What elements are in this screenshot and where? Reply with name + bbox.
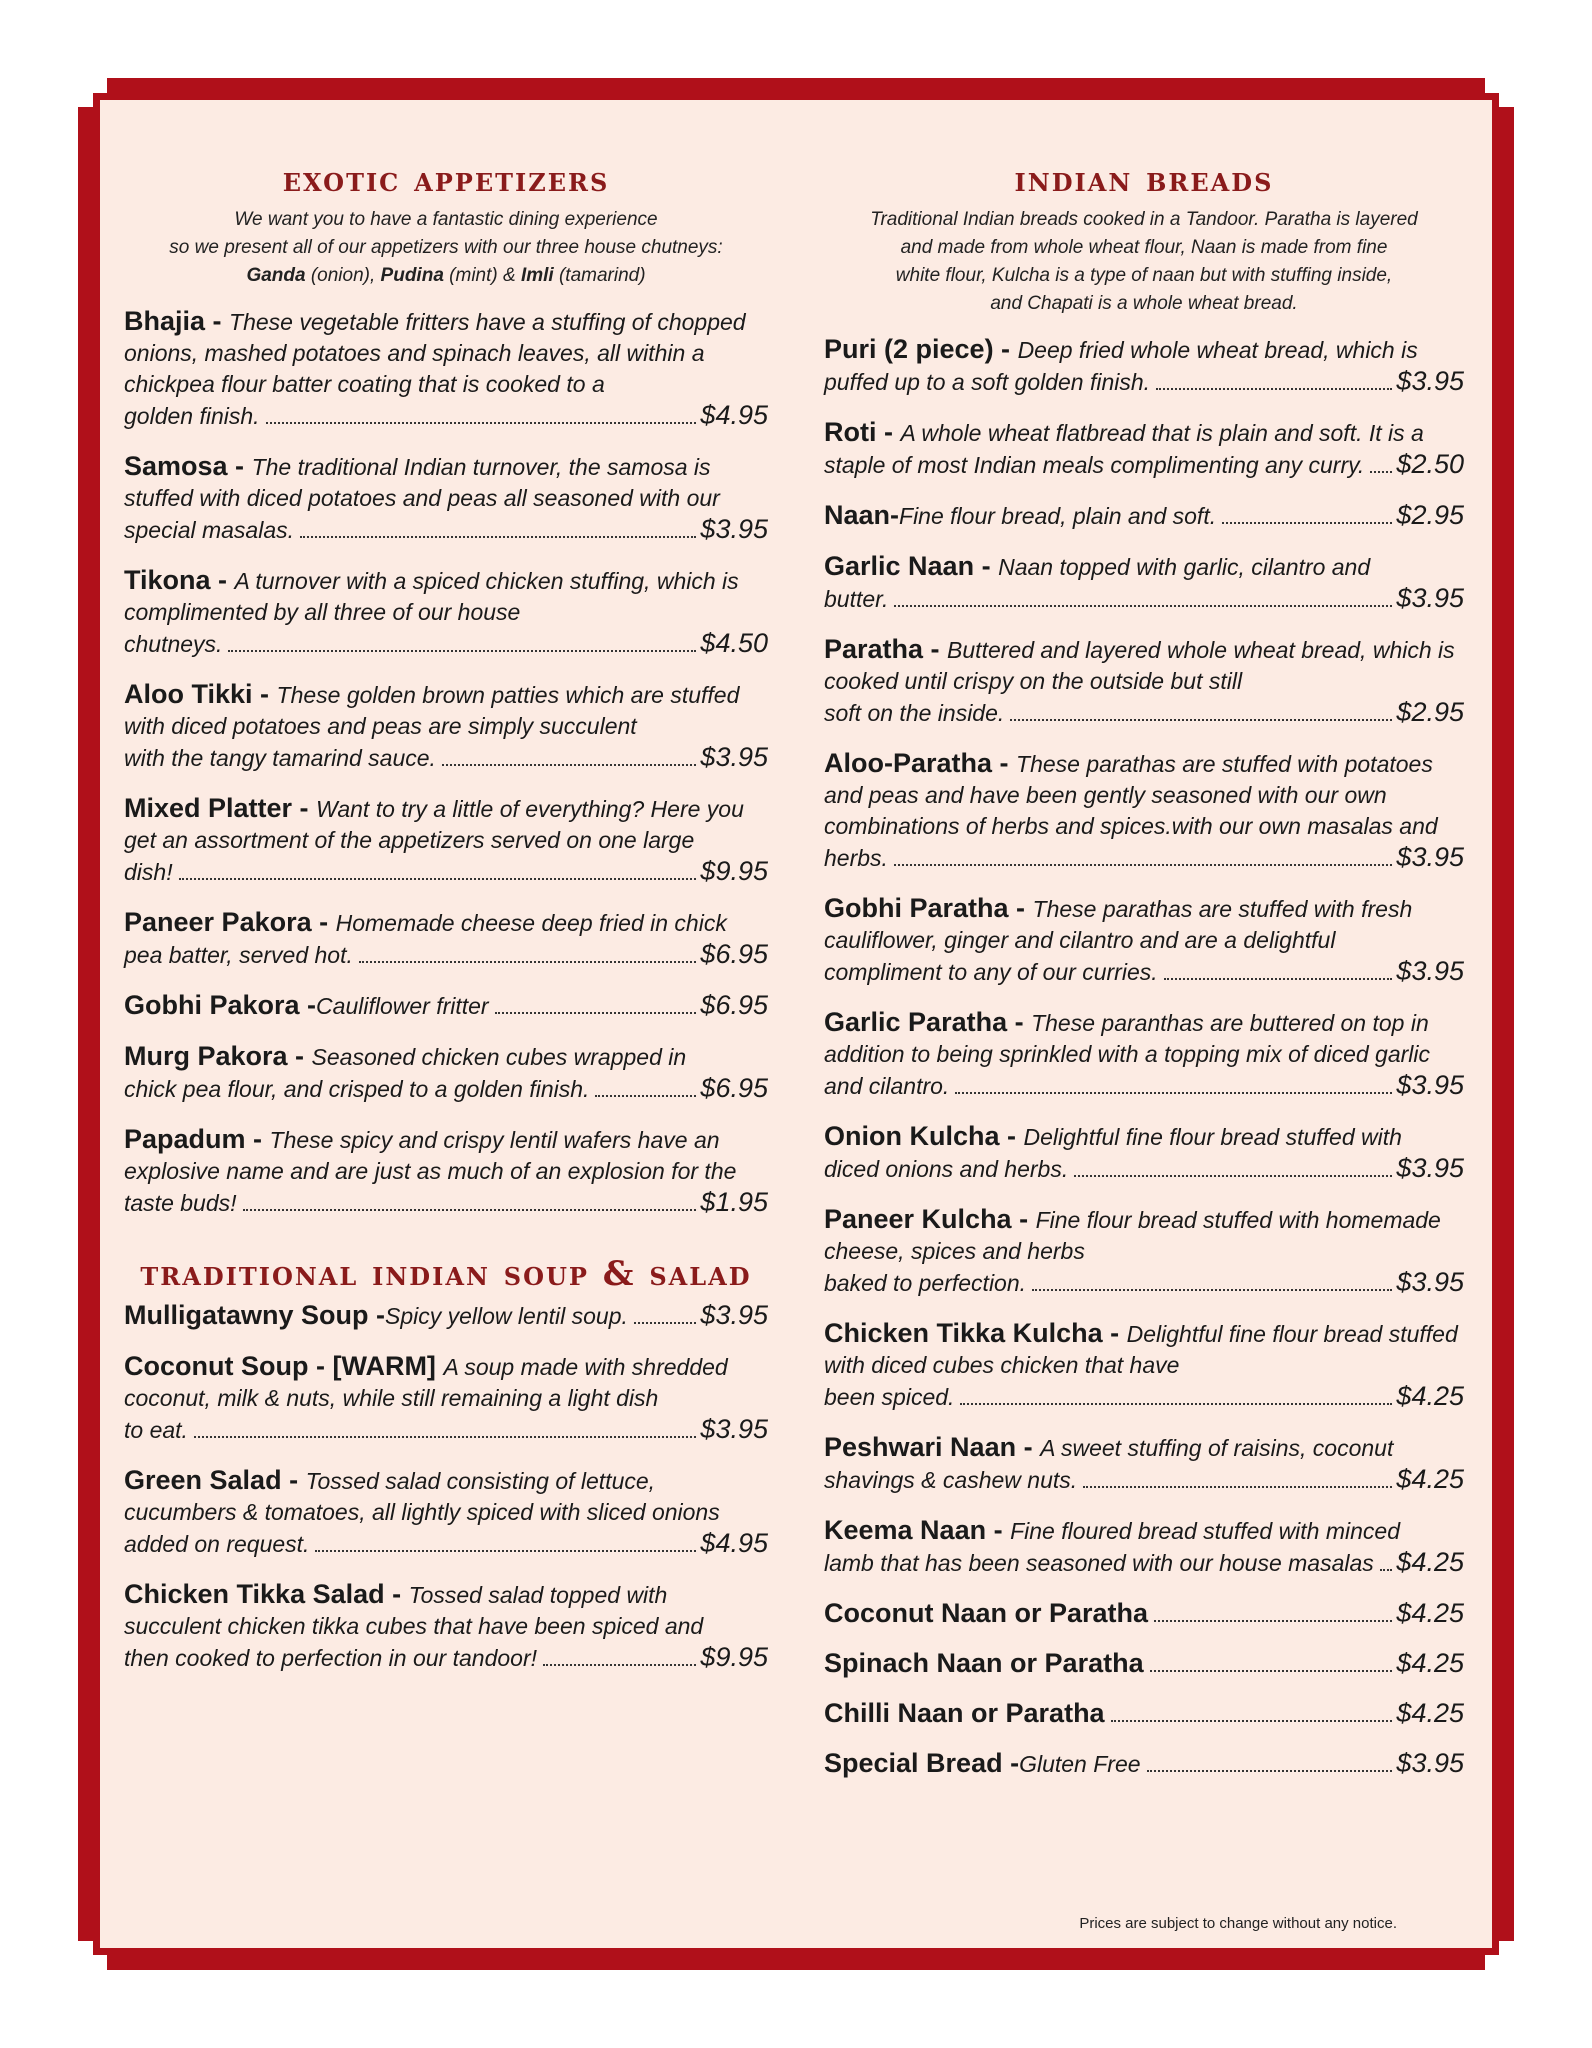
- dot-leader: [1083, 1486, 1392, 1488]
- item-description-block: [124, 451, 768, 514]
- item-name: Aloo-Paratha -: [824, 748, 1017, 778]
- item-price: $3.95: [1396, 1070, 1464, 1100]
- item-description: Naan topped with garlic, cilantro and: [998, 554, 1371, 580]
- item-price-line: [824, 1598, 1464, 1628]
- menu-item: [824, 551, 1464, 614]
- dot-leader: [300, 536, 696, 538]
- item-price-line: [124, 939, 768, 970]
- item-price-line: [124, 1300, 768, 1331]
- menu-item: [824, 1204, 1464, 1298]
- item-price-line: [824, 449, 1464, 480]
- item-description-end: staple of most Indian meals complimenting any curry.: [824, 452, 1365, 478]
- item-description-block: [124, 1579, 768, 1642]
- item-price-line: [824, 956, 1464, 987]
- item-description: A soup made with shredded coconut, milk & nuts, while still remaining a light dish: [124, 1354, 728, 1411]
- item-description-block: [124, 1351, 768, 1414]
- item-name: Naan-: [824, 500, 900, 530]
- item-name: Bhajia -: [124, 306, 230, 336]
- item-price: $3.95: [1396, 842, 1464, 872]
- item-price: $4.25: [1396, 1547, 1464, 1577]
- item-description-end: and cilantro.: [824, 1073, 950, 1099]
- menu-item: [824, 417, 1464, 480]
- menu-item: [824, 1318, 1464, 1412]
- item-description: Tossed salad consisting of lettuce, cucumbers & tomatoes, all lightly spiced with sliced onions: [124, 1468, 720, 1525]
- price-notice: Prices are subject to change without any notice.: [1079, 1915, 1397, 1932]
- breads-title: indian breads: [1014, 160, 1274, 200]
- dot-leader: [243, 1209, 697, 1211]
- item-name: Roti -: [824, 417, 901, 447]
- item-description-end: special masalas.: [124, 517, 295, 543]
- item-name: Mixed Platter -: [124, 793, 317, 823]
- item-description: Tossed salad topped with succulent chicken tikka cubes that have been spiced and: [124, 1582, 704, 1639]
- item-description: Buttered and layered whole wheat bread, which is cooked until crispy on the outside but still: [824, 637, 1455, 694]
- item-description-block: [124, 565, 768, 628]
- item-name: Coconut Soup - [WARM]: [124, 1351, 444, 1381]
- item-name: Keema Naan -: [824, 1515, 1011, 1545]
- item-name: Paratha -: [824, 634, 948, 664]
- intro-line: and made from whole wheat flour, Naan is made from fine: [900, 237, 1388, 258]
- item-price: $2.95: [1396, 500, 1464, 530]
- breads-intro: [824, 206, 1464, 318]
- menu-item: [124, 1465, 768, 1559]
- dot-leader: [1111, 1720, 1393, 1722]
- item-description-end: dish!: [124, 859, 173, 885]
- dot-leader: [894, 864, 1392, 866]
- menu-item: [824, 1121, 1464, 1184]
- item-description-block: [824, 1515, 1464, 1547]
- menu-item: [824, 1748, 1464, 1779]
- item-description-end: taste buds!: [124, 1190, 237, 1216]
- item-description: These vegetable fritters have a stuffing of chopped onions, mashed potatoes and spinach leaves, all within a chickpea flour batter coating that is cooked to a: [124, 309, 746, 397]
- item-price: $6.95: [700, 1073, 768, 1103]
- soup-salad-title: traditional indian soup & salad: [140, 1254, 752, 1294]
- item-price: $4.25: [1396, 1464, 1464, 1494]
- item-name: Tikona -: [124, 565, 235, 595]
- item-description-end: diced onions and herbs.: [824, 1156, 1069, 1182]
- item-name: Spinach Naan or Paratha: [824, 1648, 1144, 1678]
- item-description: Fine flour bread stuffed with homemade cheese, spices and herbs: [824, 1207, 1441, 1264]
- menu-item: [824, 748, 1464, 873]
- dot-leader: [1147, 1770, 1393, 1772]
- item-price: $6.95: [700, 990, 768, 1020]
- menu-item: [124, 679, 768, 773]
- item-description: Seasoned chicken cubes wrapped in: [311, 1044, 687, 1070]
- intro-line: so we present all of our appetizers with our three house chutneys:: [169, 237, 723, 258]
- dot-leader: [266, 422, 697, 424]
- dot-leader: [1010, 719, 1392, 721]
- item-description-end: pea batter, served hot.: [124, 942, 353, 968]
- item-description-end: shavings & cashew nuts.: [824, 1467, 1078, 1493]
- item-price: $2.95: [1396, 697, 1464, 727]
- item-description: Fine floured bread stuffed with minced: [1010, 1518, 1401, 1544]
- soup-salad-list: [124, 1300, 768, 1673]
- item-price: $4.25: [1396, 1648, 1464, 1678]
- left-column: [124, 158, 768, 1693]
- menu-item: [124, 1579, 768, 1673]
- item-description-block: [124, 907, 768, 939]
- item-price-line: [124, 1414, 768, 1445]
- item-price-line: [124, 514, 768, 545]
- intro-text: (onion),: [305, 265, 381, 286]
- breads-list: [824, 334, 1464, 1779]
- item-description-end: soft on the inside.: [824, 700, 1005, 726]
- item-price-line: [124, 628, 768, 659]
- item-name: Peshwari Naan -: [824, 1432, 1041, 1462]
- item-price-line: [824, 842, 1464, 873]
- dot-leader: [595, 1095, 696, 1097]
- menu-item: [824, 1007, 1464, 1101]
- item-price: $3.95: [700, 1414, 768, 1444]
- item-price: $3.95: [700, 1300, 768, 1330]
- menu-item: [124, 1041, 768, 1104]
- item-description: Delightful fine flour bread stuffed with diced cubes chicken that have: [824, 1321, 1458, 1378]
- right-column: [824, 158, 1464, 1799]
- item-description-block: [124, 793, 768, 856]
- item-description-block: [824, 551, 1464, 583]
- item-price-line: [124, 1187, 768, 1218]
- item-description: Delightful fine flour bread stuffed with: [1023, 1124, 1402, 1150]
- item-price: $3.95: [700, 742, 768, 772]
- dot-leader: [634, 1322, 697, 1324]
- item-price-line: [824, 500, 1464, 531]
- item-price: $4.95: [700, 400, 768, 430]
- dot-leader: [194, 1436, 696, 1438]
- dot-leader: [315, 1550, 696, 1552]
- dot-leader: [1222, 522, 1392, 524]
- dot-leader: [1150, 1670, 1393, 1672]
- item-description-block: [824, 893, 1464, 956]
- menu-item: [824, 334, 1464, 397]
- item-description-end: to eat.: [124, 1417, 188, 1443]
- item-name: Coconut Naan or Paratha: [824, 1598, 1149, 1628]
- item-description-block: [824, 634, 1464, 697]
- intro-text: (tamarind): [553, 265, 646, 286]
- item-name: Papadum -: [124, 1124, 270, 1154]
- intro-line: Traditional Indian breads cooked in a Tandoor. Paratha is layered: [870, 209, 1418, 230]
- appetizers-title: exotic appetizers: [282, 160, 610, 200]
- item-name: Chicken Tikka Kulcha -: [824, 1318, 1127, 1348]
- chutney-ganda: Ganda: [246, 265, 306, 286]
- item-price-line: [824, 1267, 1464, 1298]
- item-price: $3.95: [1396, 1153, 1464, 1183]
- item-description: A turnover with a spiced chicken stuffing, which is complimented by all three of our house: [124, 568, 739, 625]
- menu-item: [124, 306, 768, 431]
- item-price-line: [124, 856, 768, 887]
- item-description-block: [824, 417, 1464, 449]
- menu-item: [124, 565, 768, 659]
- item-price-line: [124, 742, 768, 773]
- item-description: Gluten Free: [1019, 1751, 1141, 1777]
- item-description-end: butter.: [824, 586, 889, 612]
- menu-item: [124, 451, 768, 545]
- item-price-line: [824, 1748, 1464, 1779]
- item-description-block: [824, 1121, 1464, 1153]
- dot-leader: [228, 650, 696, 652]
- item-description-end: baked to perfection.: [824, 1270, 1027, 1296]
- dot-leader: [1074, 1175, 1392, 1177]
- item-price-line: [824, 1698, 1464, 1728]
- menu-item: [824, 634, 1464, 728]
- item-name: Garlic Naan -: [824, 551, 999, 581]
- item-price-line: [124, 1528, 768, 1559]
- item-description-block: [824, 1318, 1464, 1381]
- menu-page: [100, 100, 1492, 1948]
- item-description-block: [124, 1041, 768, 1073]
- menu-item: [124, 907, 768, 970]
- item-price: $9.95: [700, 856, 768, 886]
- intro-line: We want you to have a fantastic dining experience: [234, 209, 658, 230]
- appetizers-list: [124, 306, 768, 1218]
- item-name: Chicken Tikka Salad -: [124, 1579, 409, 1609]
- item-description: These parathas are stuffed with fresh cauliflower, ginger and cilantro and are a delightful: [824, 896, 1413, 953]
- menu-item: [824, 1698, 1464, 1728]
- item-price-line: [824, 697, 1464, 728]
- item-price-line: [824, 1153, 1464, 1184]
- item-description: These golden brown patties which are stuffed with diced potatoes and peas are simply succulent: [124, 682, 740, 739]
- dot-leader: [442, 764, 696, 766]
- item-description-block: [124, 679, 768, 742]
- item-name: Paneer Pakora -: [124, 907, 336, 937]
- item-price: $3.95: [1396, 956, 1464, 986]
- item-description: Spicy yellow lentil soup.: [385, 1303, 628, 1329]
- dot-leader: [179, 878, 697, 880]
- menu-item: [824, 1515, 1464, 1578]
- item-name: Chilli Naan or Paratha: [824, 1698, 1105, 1728]
- item-description-end: herbs.: [824, 845, 888, 871]
- menu-item: [124, 1124, 768, 1218]
- item-description-end: been spiced.: [824, 1384, 955, 1410]
- dot-leader: [1380, 1569, 1393, 1571]
- dot-leader: [543, 1664, 696, 1666]
- item-price: $3.95: [1396, 1748, 1464, 1778]
- dot-leader: [1164, 978, 1393, 980]
- item-description: Fine flour bread, plain and soft.: [899, 503, 1217, 529]
- item-description: Deep fried whole wheat bread, which is: [1017, 337, 1418, 363]
- item-name: Garlic Paratha -: [824, 1007, 1032, 1037]
- item-price-line: [124, 1642, 768, 1673]
- dot-leader: [1156, 388, 1392, 390]
- item-description-block: [124, 1124, 768, 1187]
- item-description-block: [824, 334, 1464, 366]
- item-price: $6.95: [700, 939, 768, 969]
- item-description-end: with the tangy tamarind sauce.: [124, 745, 436, 771]
- item-description-block: [824, 748, 1464, 842]
- item-description-end: compliment to any of our curries.: [824, 959, 1158, 985]
- item-description-end: chick pea flour, and crisped to a golden finish.: [124, 1076, 590, 1102]
- dot-leader: [359, 961, 697, 963]
- item-price: $4.50: [700, 628, 768, 658]
- item-price-line: [824, 1547, 1464, 1578]
- item-name: Gobhi Paratha -: [824, 893, 1033, 923]
- item-name: Samosa -: [124, 451, 252, 481]
- item-description: A whole wheat flatbread that is plain and soft. It is a: [900, 420, 1424, 446]
- item-name: Paneer Kulcha -: [824, 1204, 1036, 1234]
- item-price-line: [124, 400, 768, 431]
- item-description-end: added on request.: [124, 1531, 310, 1557]
- intro-text: (mint) &: [443, 265, 521, 286]
- item-description: Homemade cheese deep fried in chick: [335, 910, 727, 936]
- item-description: Cauliflower fritter: [316, 993, 489, 1019]
- item-price-line: [824, 1070, 1464, 1101]
- item-description-block: [124, 306, 768, 400]
- item-price: $3.95: [1396, 366, 1464, 396]
- menu-item: [824, 893, 1464, 987]
- item-name: Green Salad -: [124, 1465, 306, 1495]
- item-name: Murg Pakora -: [124, 1041, 312, 1071]
- item-name: Aloo Tikki -: [124, 679, 277, 709]
- item-price: $3.95: [1396, 1267, 1464, 1297]
- menu-item: [824, 1648, 1464, 1678]
- item-price-line: [824, 1381, 1464, 1412]
- item-description-end: then cooked to perfection in our tandoor!: [124, 1645, 538, 1671]
- item-description-end: puffed up to a soft golden finish.: [824, 369, 1151, 395]
- item-description-end: golden finish.: [124, 403, 260, 429]
- item-description: A sweet stuffing of raisins, coconut: [1040, 1435, 1394, 1461]
- item-price-line: [824, 366, 1464, 397]
- intro-line: and Chapati is a whole wheat bread.: [990, 293, 1298, 314]
- item-price: $3.95: [700, 514, 768, 544]
- chutney-imli: Imli: [520, 265, 554, 286]
- item-name: Puri (2 piece) -: [824, 334, 1018, 364]
- dot-leader: [1154, 1620, 1392, 1622]
- item-price-line: [124, 1073, 768, 1104]
- item-price: $4.25: [1396, 1598, 1464, 1628]
- item-description-block: [824, 1007, 1464, 1070]
- menu-item: [824, 500, 1464, 531]
- item-name: Mulligatawny Soup -: [124, 1300, 385, 1330]
- dot-leader: [1370, 471, 1392, 473]
- item-description: Want to try a little of everything? Here you get an assortment of the appetizers served on one large: [124, 796, 744, 853]
- dot-leader: [1032, 1289, 1392, 1291]
- appetizers-intro: [124, 206, 768, 290]
- menu-item: [824, 1432, 1464, 1495]
- item-description: These paranthas are buttered on top in addition to being sprinkled with a topping mix of diced garlic: [824, 1010, 1431, 1067]
- item-price: $9.95: [700, 1642, 768, 1672]
- item-description: The traditional Indian turnover, the samosa is stuffed with diced potatoes and peas all seasoned with our: [124, 454, 720, 511]
- dot-leader: [894, 605, 1392, 607]
- item-price: $4.25: [1396, 1381, 1464, 1411]
- item-price: $1.95: [700, 1187, 768, 1217]
- dot-leader: [960, 1403, 1392, 1405]
- item-price: $4.95: [700, 1528, 768, 1558]
- item-description-block: [824, 1432, 1464, 1464]
- item-price: $3.95: [1396, 583, 1464, 613]
- dot-leader: [495, 1012, 697, 1014]
- menu-item: [124, 793, 768, 887]
- item-description-block: [824, 1204, 1464, 1267]
- chutney-pudina: Pudina: [380, 265, 444, 286]
- item-name: Onion Kulcha -: [824, 1121, 1024, 1151]
- item-name: Gobhi Pakora -: [124, 990, 317, 1020]
- item-description-end: chutneys.: [124, 631, 223, 657]
- menu-item: [824, 1598, 1464, 1628]
- item-description-end: lamb that has been seasoned with our house masalas: [824, 1550, 1374, 1576]
- item-name: Special Bread -: [824, 1748, 1020, 1778]
- item-description: These spicy and crispy lentil wafers have an explosive name and are just as much of an explosion for the: [124, 1127, 737, 1184]
- item-price-line: [824, 1464, 1464, 1495]
- item-description: These parathas are stuffed with potatoes and peas and have been gently seasoned with our own combinations of herbs and spices.with our own masalas and: [824, 751, 1438, 839]
- item-price-line: [124, 990, 768, 1021]
- menu-item: [124, 1300, 768, 1331]
- intro-line: [124, 262, 768, 290]
- item-price: $4.25: [1396, 1698, 1464, 1728]
- intro-line: white flour, Kulcha is a type of naan but with stuffing inside,: [895, 265, 1393, 286]
- item-price: $2.50: [1396, 449, 1464, 479]
- menu-item: [124, 1351, 768, 1445]
- item-description-block: [124, 1465, 768, 1528]
- menu-item: [124, 990, 768, 1021]
- dot-leader: [955, 1092, 1392, 1094]
- item-price-line: [824, 1648, 1464, 1678]
- item-price-line: [824, 583, 1464, 614]
